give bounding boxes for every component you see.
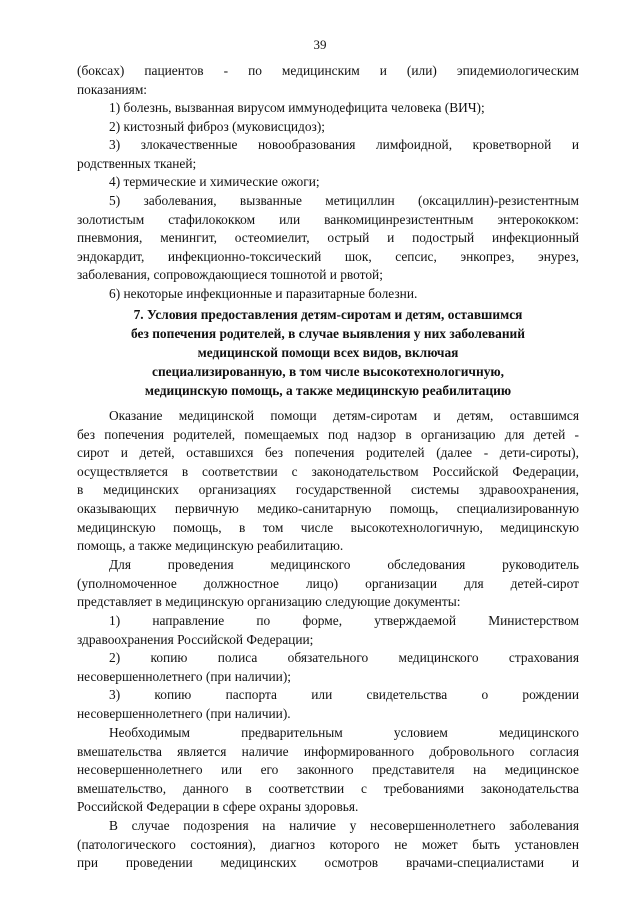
text-line: заболевания, сопровождающиеся тошнотой и рвотой;	[77, 267, 383, 283]
text-line: несовершеннолетнего (при наличии);	[77, 668, 292, 684]
text-line: вмешательство, данного в соответствии с требованиями законодательства	[77, 780, 579, 796]
text-line: сирот и детей, оставшихся без попечения родителей (далее - дети-сироты),	[77, 445, 579, 461]
text-line: (боксах) пациентов - по медицинским и (или) эпидемиологическим	[77, 63, 579, 78]
heading-line: без попечения родителей, в случае выявления у них заболеваний	[131, 326, 525, 341]
list-item	[77, 612, 579, 649]
text-line: в медицинских организациях государственной системы здравоохранения,	[77, 482, 579, 498]
text-line: Оказание медицинской помощи детям-сиротам и детям, оставшимся	[109, 408, 579, 423]
list-item	[77, 285, 579, 304]
text-line: несовершеннолетнего или его законного представителя на медицинское	[77, 762, 579, 778]
text-line: показаниям:	[77, 81, 148, 97]
text-line: пневмония, менингит, остеомиелит, острый и подострый инфекционный	[77, 230, 579, 246]
text-line: Российской Федерации в сфере охраны здоровья.	[77, 799, 359, 815]
text-line: (патологического состояния), диагноз которого не может быть установлен	[77, 836, 579, 852]
paragraph-documents	[77, 556, 579, 612]
text-line: представляет в медицинскую организацию следующие документы:	[77, 594, 461, 610]
text-line: 1) болезнь, вызванная вирусом иммунодефицита человека (ВИЧ);	[109, 100, 485, 115]
text-line: родственных тканей;	[77, 155, 197, 171]
text-line: 3) злокачественные новообразования лимфоидной, кроветворной и	[109, 137, 579, 153]
heading-line: специализированную, в том числе высокотехнологичную,	[152, 364, 504, 379]
list-item	[77, 99, 579, 118]
paragraph-suspected-disease	[77, 817, 579, 873]
heading-line: медицинской помощи всех видов, включая	[197, 345, 459, 360]
text-line: 1) направление по форме, утверждаемой Министерством	[109, 613, 579, 628]
text-line: 3) копию паспорта или свидетельства о рождении	[109, 687, 579, 703]
text-line: 6) некоторые инфекционные и паразитарные болезни.	[109, 285, 418, 301]
heading-line: медицинскую помощь, а также медицинскую реабилитацию	[144, 383, 512, 398]
text-line: при проведении медицинских осмотров врачами-специалистами и	[77, 855, 579, 871]
text-line: медицинскую помощь, в том числе высокотехнологичную, медицинскую	[77, 519, 579, 535]
section-heading	[77, 306, 579, 401]
list-item	[77, 686, 579, 723]
text-line: 2) копию полиса обязательного медицинского страхования	[109, 650, 579, 666]
text-line: Необходимым предварительным условием медицинского	[109, 725, 579, 740]
list-item	[77, 118, 579, 137]
intro-paragraph	[77, 62, 579, 99]
paragraph-medical-care	[77, 407, 579, 556]
text-line: оказывающих первичную медико-санитарную помощь, специализированную	[77, 500, 579, 516]
text-line: помощь, а также медицинскую реабилитацию.	[77, 538, 344, 554]
heading-line: 7. Условия предоставления детям-сиротам и детям, оставшимся	[133, 307, 523, 322]
list-item	[77, 173, 579, 192]
text-line: (уполномоченное должностное лицо) организации для детей-сирот	[77, 575, 579, 591]
list-item	[77, 649, 579, 686]
disease-list	[77, 99, 579, 304]
text-line: эндокардит, инфекционно-токсический шок, сепсис, энкопрез, энурез,	[77, 248, 579, 264]
text-line: осуществляется в соответствии с законодательством Российской Федерации,	[77, 463, 579, 479]
text-line: 5) заболевания, вызванные метициллин (оксациллин)-резистентным	[109, 192, 579, 208]
page-number: 39	[313, 37, 327, 52]
documents-list	[77, 612, 579, 724]
text-line: здравоохранения Российской Федерации;	[77, 631, 314, 647]
text-line: без попечения родителей, помещаемых под надзор в организацию для детей -	[77, 426, 579, 442]
text-line: 4) термические и химические ожоги;	[109, 174, 320, 190]
text-line: В случае подозрения на наличие у несовершеннолетнего заболевания	[109, 818, 579, 833]
list-item	[77, 192, 579, 285]
text-line: вмешательства является наличие информированного добровольного согласия	[77, 743, 579, 759]
text-line: золотистым стафилококком или ванкомицинрезистентным энтерококком:	[77, 211, 579, 227]
list-item	[77, 136, 579, 173]
text-line: 2) кистозный фиброз (муковисцидоз);	[109, 118, 326, 134]
text-line: Для проведения медицинского обследования руководитель	[109, 557, 579, 572]
text-line: несовершеннолетнего (при наличии).	[77, 705, 291, 721]
paragraph-consent	[77, 724, 579, 817]
